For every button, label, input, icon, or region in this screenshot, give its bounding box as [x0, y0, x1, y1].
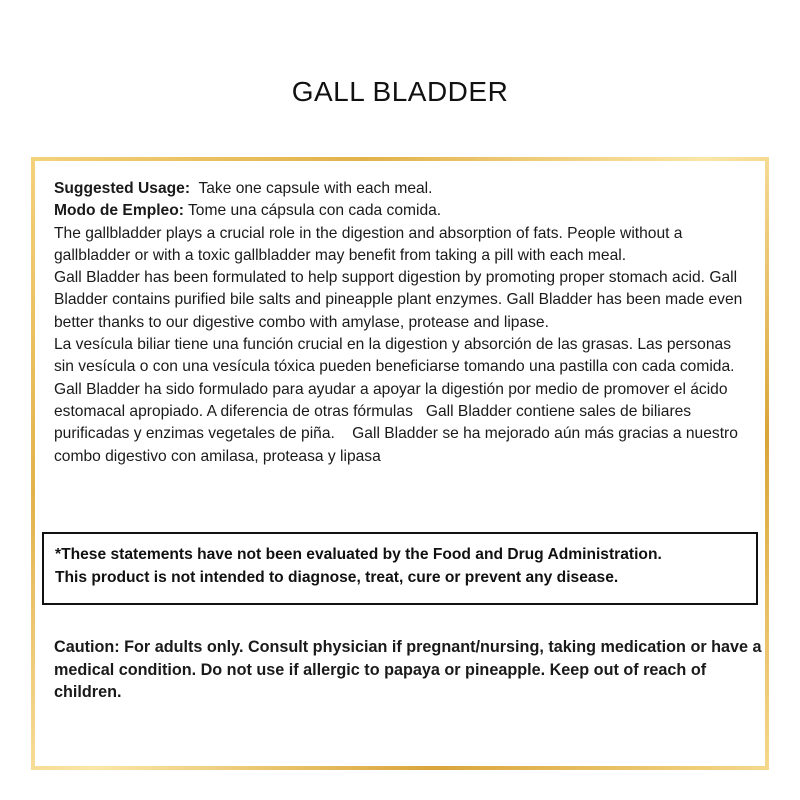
page-title: GALL BLADDER [291, 76, 509, 107]
suggested-usage-text: Take one capsule with each meal. [198, 180, 433, 197]
fda-disclaimer-box [42, 532, 758, 605]
label-body-text [54, 178, 744, 468]
description-es-2: Gall Bladder ha sido formulado para ayudar a apoyar la digestión por medio de promover el ácido estomacal apropiado. A diferencia de otras fórmulas Gall Bladder contiene sales de biliares purificadas y enzimas vegetales de piña. Gall Bladder se ha mejorado aún más gracias a nuestro combo digestivo con amilasa, proteasa y lipasa [54, 380, 743, 465]
usage-english [54, 178, 744, 200]
description-en-2: Gall Bladder has been formulated to help support digestion by promoting proper stomach acid. Gall Bladder contains purified bile salts and pineapple plant enzymes. Gall Bladder has been made even better thanks to our digestive combo with amylase, protease and lipase. [54, 269, 743, 331]
description-es-1: La vesícula biliar tiene una función crucial en la digestion y absorción de las grasas. Las personas sin vesícula o con una vesícula tóxica pueden beneficiarse tomando una pastilla con cada comida. [54, 336, 735, 376]
modo-empleo-label: Modo de Empleo: [54, 202, 184, 220]
usage-spanish [54, 200, 744, 222]
caution-text: Caution: For adults only. Consult physician if pregnant/nursing, taking medication or have a medical condition. Do not use if allergic to papaya or pineapple. Keep out of reach of children. [54, 638, 762, 701]
suggested-usage-label: Suggested Usage: [54, 180, 191, 197]
description-en-1: The gallbladder plays a crucial role in the digestion and absorption of fats. People without a gallbladder or with a toxic gallbladder may benefit from taking a pill with each meal. [54, 224, 683, 264]
modo-empleo-text: Tome una cápsula con cada comida. [188, 202, 442, 220]
disclaimer-line-1: *These statements have not been evaluated by the Food and Drug Administration. [55, 546, 662, 563]
disclaimer-line-2: This product is not intended to diagnose, treat, cure or prevent any disease. [55, 569, 619, 586]
